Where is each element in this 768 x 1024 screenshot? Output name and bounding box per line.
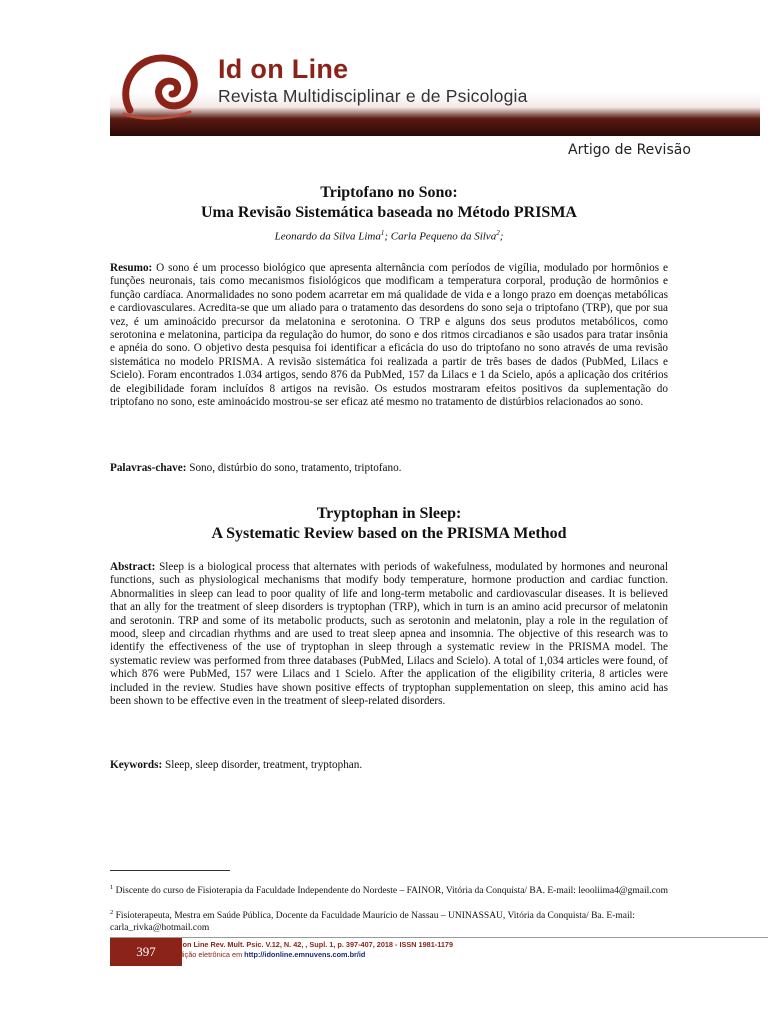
author-list bbox=[110, 229, 668, 243]
abstract-label: Abstract: bbox=[110, 561, 156, 573]
page-number: 397 bbox=[136, 944, 156, 959]
abstract-paragraph bbox=[110, 561, 668, 708]
edition-link[interactable]: http://idonline.emnuvens.com.br/id bbox=[244, 950, 366, 959]
footnote-2 bbox=[110, 907, 668, 934]
author-2: ; Carla Pequeno da Silva bbox=[384, 230, 497, 243]
pt-title-line1: Triptofano no Sono: bbox=[320, 184, 458, 201]
article-type-label: Artigo de Revisão bbox=[568, 142, 691, 158]
edition-prefix: Edição eletrônica em bbox=[174, 950, 245, 959]
footnote-1 bbox=[110, 882, 668, 898]
en-title-line1: Tryptophan in Sleep: bbox=[316, 505, 462, 522]
resumo-text: O sono é um processo biológico que apresenta alternância com períodos de vigília, modulado por hormônios e funções neuronais, tais como mecanismos fisiológicos que modificam a temperatura corporal, produção de hormônios e função cardíaca. Anormalidades no sono podem acarretar em má qualidade de vida e a longo prazo em doenças metabólicas e cardiovasculares. Acredita-se que um aliado para o tratamento das desordens do sono seja o triptofano (TRP), que por sua vez, é um aminoácido precursor da melatonina e serotonina. O TRP e alguns dos seus produtos metabólicos, como serotonina e melatonina, participa da regulação do humor, do sono e dos ritmos circadianos e são usados para tratar insônia e apnéia do sono. O objetivo desta pesquisa foi identificar a eficácia do uso do triptofano no sono através de uma revisão sistemática no modelo PRISMA. A revisão sistemática foi realizada a partir de três bases de dados (PubMed, Lilacs e Scielo). Foram encontrados 1.034 artigos, sendo 876 da PubMed, 157 da Lilacs e 1 da Scielo, após a aplicação dos critérios de elegibilidade foram incluídos 8 artigos na revisão. Os estudos mostraram efeitos positivos da suplementação do triptofano no sono, este aminoácido mostrou-se ser eficaz até mesmo no tratamento de distúrbios relacionados ao sono. bbox=[110, 262, 668, 409]
author-1-affiliation: 1 bbox=[380, 229, 385, 237]
citation-line: Id on Line Rev. Mult. Psic. V.12, N. 42, , Supl. 1, p. 397-407, 2018 - ISSN 1981-1179 bbox=[174, 940, 454, 949]
journal-title: Id on Line bbox=[218, 54, 349, 84]
footnote-2-text: Fisioterapeuta, Mestra em Saúde Pública, Docente da Faculdade Maurício de Nassau – UNINASSAU, Vitória da Conquista/ Ba. E-mail: carla_rivka@hotmail.com bbox=[110, 911, 635, 933]
spiral-logo-icon bbox=[120, 50, 210, 122]
palavras-chave bbox=[110, 462, 668, 475]
author-2-affiliation: 2 bbox=[496, 229, 500, 237]
pt-title-line2: Uma Revisão Sistemática baseada no Método PRISMA bbox=[201, 204, 577, 221]
pt-title bbox=[110, 183, 668, 223]
keywords-label: Keywords: bbox=[110, 759, 163, 771]
footnote-1-number: 1 bbox=[110, 884, 114, 891]
resumo-paragraph bbox=[110, 262, 668, 409]
footnote-2-number: 2 bbox=[110, 909, 114, 916]
author-1: Leonardo da Silva Lima bbox=[274, 230, 381, 243]
footnote-1-text: Discente do curso de Fisioterapia da Faculdade Independente do Nordeste – FAINOR, Vitória da Conquista/ BA. E-mail: leooliima4@gmail.com bbox=[113, 886, 668, 897]
page-number-badge bbox=[110, 938, 182, 966]
palavras-chave-label: Palavras-chave: bbox=[110, 462, 187, 474]
journal-banner bbox=[110, 40, 760, 136]
author-list-end: ; bbox=[499, 230, 504, 243]
journal-subtitle: Revista Multidisciplinar e de Psicologia bbox=[218, 86, 528, 106]
en-title bbox=[110, 504, 668, 544]
keywords-text: Sleep, sleep disorder, treatment, tryptophan. bbox=[162, 759, 363, 771]
palavras-chave-text: Sono, distúrbio do sono, tratamento, triptofano. bbox=[186, 462, 402, 474]
en-title-line2: A Systematic Review based on the PRISMA Method bbox=[211, 525, 567, 542]
footnote-divider bbox=[110, 870, 230, 871]
resumo-label: Resumo: bbox=[110, 262, 153, 274]
footer-divider bbox=[110, 937, 768, 938]
footer-citation bbox=[174, 940, 453, 960]
keywords bbox=[110, 759, 668, 772]
edition-line bbox=[174, 950, 453, 960]
abstract-text: Sleep is a biological process that alternates with periods of wakefulness, modulated by hormones and neuronal functions, such as physiological mechanisms that modify body temperature, hormone production and cardiac function. Abnormalities in sleep can lead to poor quality of life and long-term metabolic and cardiovascular diseases. It is believed that an ally for the treatment of sleep disorders is tryptophan (TRP), which in turn is an amino acid precursor of melatonin and serotonin. TRP and some of its metabolic products, such as serotonin and melatonin, play a role in the regulation of mood, sleep and circadian rhythms and are used to treat sleep apnea and insomnia. The objective of this research was to identify the effectiveness of the use of tryptophan in sleep through a systematic review in the PRISMA model. The systematic review was performed from three databases (PubMed, Lilacs and Scielo). A total of 1,034 articles were found, of which 876 were PubMed, 157 were Lilacs and 1 Scielo. After the application of the eligibility criteria, 8 articles were included in the review. Studies have shown positive effects of tryptophan supplementation on sleep, this amino acid has been shown to be effective even in the treatment of sleep-related disorders. bbox=[110, 561, 668, 708]
